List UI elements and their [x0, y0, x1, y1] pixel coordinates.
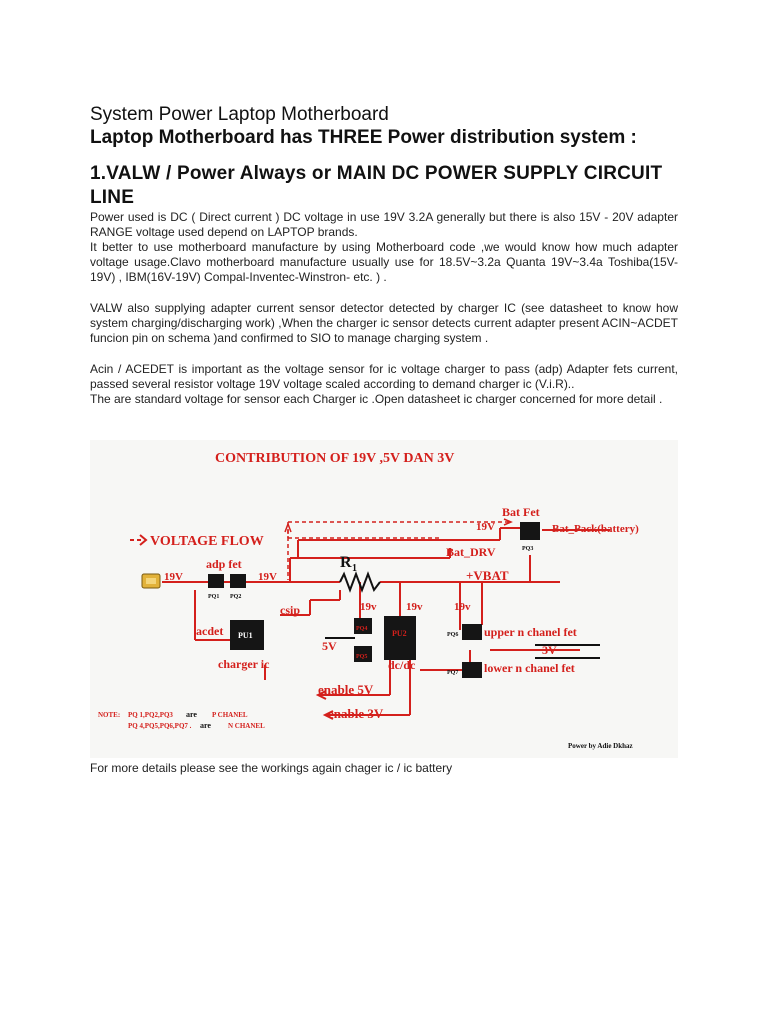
note-line1-parts: PQ 1,PQ2,PQ3	[128, 711, 173, 719]
pq2-label: PQ2	[230, 594, 242, 600]
voltage-flow-label: VOLTAGE FLOW	[150, 534, 264, 549]
pu2-chip	[384, 616, 416, 660]
pu2-19v-label: 19v	[406, 601, 423, 613]
5v-label: 5V	[322, 639, 337, 653]
diagram-title: CONTRIBUTION OF 19V ,5V DAN 3V	[215, 451, 455, 466]
pq7-chip	[462, 662, 482, 678]
input-19v-label: 19V	[164, 571, 183, 583]
power-diagram-svg	[90, 440, 678, 758]
voltage-flow-arrow	[130, 535, 146, 545]
enable-5v-label: enable 5V	[318, 682, 374, 697]
bat-fet-label: Bat Fet	[502, 505, 540, 519]
pq2-chip	[230, 574, 246, 588]
r1-label: R	[340, 554, 352, 571]
paragraph-4: Acin / ACEDET is important as the voltage sensor for ic voltage charger to pass (adp) Adapter fets current, passed several resistor voltage 19V voltage scaled according to demand charger ic (V.i.R)..	[90, 362, 678, 391]
upper-fet-label: upper n chanel fet	[484, 625, 577, 639]
vbat-label: +VBAT	[466, 568, 509, 583]
paragraph-3: VALW also supplying adapter current sensor detector detected by charger IC (see datasheet to know how system charging/discharging work) ,When the charger ic sensor detects current adapter present ACIN~ACDET funcion pin on schema )and confirmed to SIO to manage charging system .	[90, 301, 678, 345]
paragraph-5: The are standard voltage for sensor each Charger ic .Open datasheet ic charger concerned for more detail .	[90, 392, 663, 406]
section-heading: 1.VALW / Power Always or MAIN DC POWER SUPPLY CIRCUIT LINE	[90, 163, 663, 208]
note-line2-are: are	[200, 721, 211, 730]
acdet-label: acdet	[196, 624, 224, 638]
pu1-label: PU1	[238, 631, 253, 640]
adp-19v-label: 19V	[258, 571, 277, 583]
note-line1-are: are	[186, 710, 197, 719]
document-body	[90, 104, 678, 407]
power-diagram	[90, 440, 678, 758]
doc-title: System Power Laptop Motherboard	[90, 104, 389, 125]
footer-note: For more details please see the workings again chager ic / ic battery	[90, 761, 453, 775]
pq7-label: PQ7	[447, 670, 459, 676]
pq4-19v-label: 19v	[360, 601, 377, 613]
pq6-label: PQ6	[447, 632, 459, 638]
enable-3v-label: enable 3V	[328, 706, 384, 721]
r1-subscript: 1	[352, 563, 357, 574]
lower-fet-label: lower n chanel fet	[484, 661, 575, 675]
pq1-chip	[208, 574, 224, 588]
pq6-19v-label: 19v	[454, 601, 471, 613]
note-line1-type: P CHANEL	[212, 711, 248, 719]
adapter-plug-icon	[142, 574, 160, 588]
pu2-label: PU2	[392, 629, 407, 638]
pq4-label: PQ4	[356, 626, 368, 632]
csip-label: csip	[280, 603, 301, 617]
pq6-chip	[462, 624, 482, 640]
pq3-label: PQ3	[522, 546, 534, 552]
charger-ic-label: charger ic	[218, 657, 270, 671]
note-label: NOTE:	[98, 711, 121, 719]
adp-fet-label: adp fet	[206, 557, 242, 571]
note-line2-type: N CHANEL	[228, 722, 265, 730]
paragraph-1: Power used is DC ( Direct current ) DC voltage in use 19V 3.2A generally but there is also 15V - 20V adapter RANGE voltage used depend on LAPTOP brands.	[90, 210, 678, 239]
note-line2-parts: PQ 4,PQ5,PQ6,PQ7 .	[128, 722, 192, 730]
diagram-credit: Power by Adie Dkhaz	[568, 742, 633, 750]
pq5-label: PQ5	[356, 654, 368, 660]
dcdc-label: dc/dc	[388, 658, 416, 672]
3v-label: 3V	[542, 643, 557, 657]
doc-subtitle: Laptop Motherboard has THREE Power distribution system :	[90, 127, 637, 148]
pq1-label: PQ1	[208, 594, 220, 600]
paragraph-2: It better to use motherboard manufacture by using Motherboard code ,we would know how much adapter voltage usage.Clavo motherboard manufacture usually use for 18.5V~3.2a Quanta 19V~3.4a Toshiba(15V-19V) , IBM(16V-19V) Compal-Inventec-Winstron- etc. ) .	[90, 240, 678, 284]
bat-drv-label: Bat_DRV	[446, 545, 496, 559]
batfet-19v-label: 19V	[476, 521, 495, 533]
bat-pack-label: Bat_Pack(battery)	[552, 523, 639, 535]
pq3-chip	[520, 522, 540, 540]
